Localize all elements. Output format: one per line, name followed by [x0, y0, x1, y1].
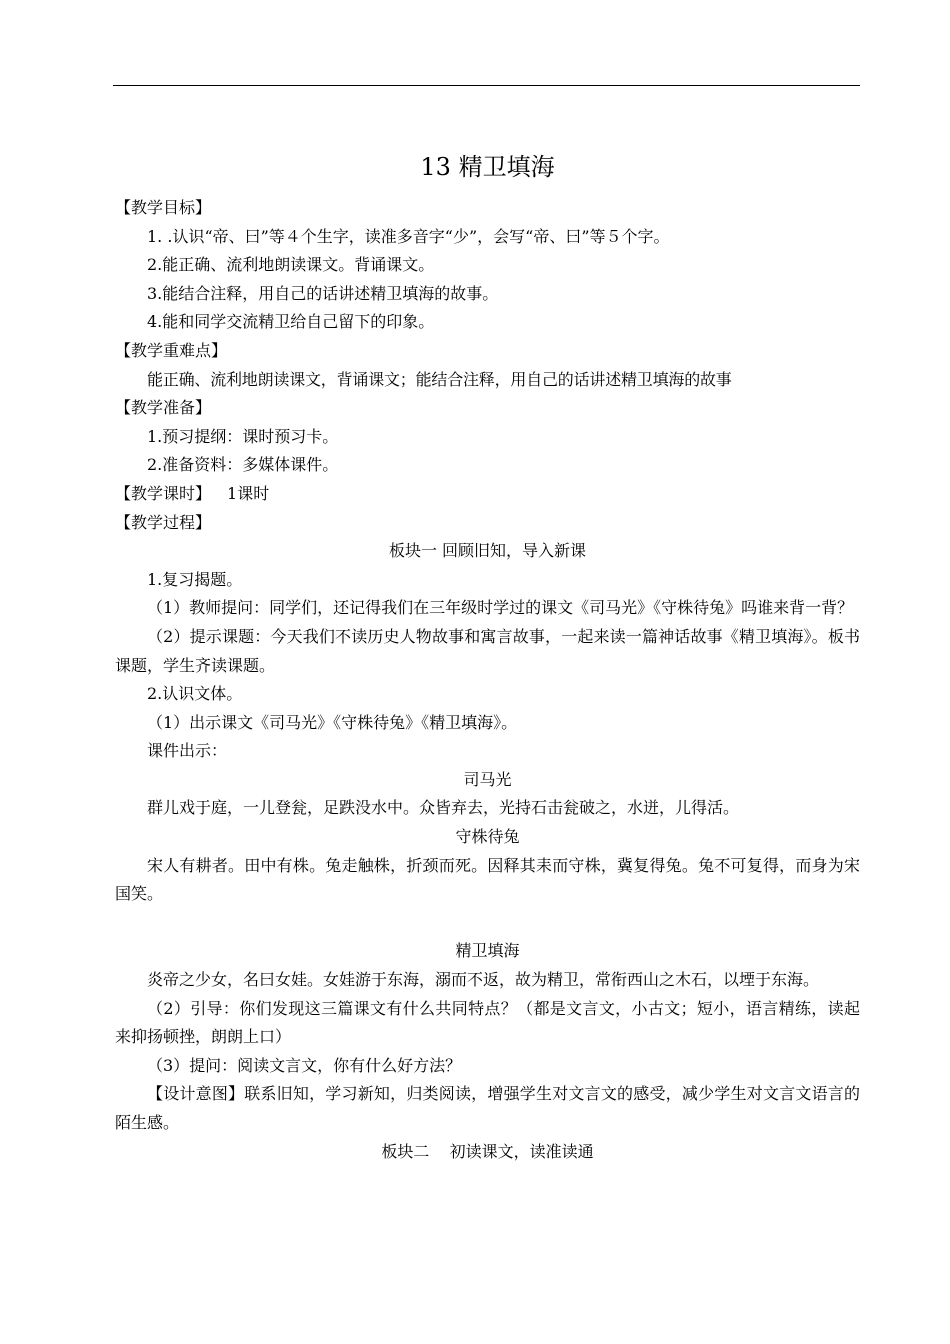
periods-value: 1课时 — [227, 483, 270, 503]
key-points-text: 能正确、流利地朗读课文，背诵课文；能结合注释，用自己的话讲述精卫填海的故事 — [147, 369, 732, 389]
text1-body: 群儿戏于庭，一儿登瓮，足跌没水中。众皆弃去，光持石击瓮破之，水迸，儿得活。 — [147, 798, 740, 818]
periods-heading: 【教学课时】 — [115, 483, 212, 503]
preparation-item-2: 2.准备资料：多媒体课件。 — [147, 455, 339, 475]
text2-title: 守株待兔 — [455, 827, 520, 847]
goal-item-1: 1. .认识“帝、曰”等４个生字，读准多音字“少”，会写“帝、曰”等５个字。 — [147, 226, 670, 246]
preparation-item-1: 1.预习提纲：课时预习卡。 — [147, 426, 339, 446]
key-points-heading: 【教学重难点】 — [115, 340, 228, 360]
courseware-label: 课件出示： — [147, 741, 228, 761]
block1-title: 板块一 回顾旧知，导入新课 — [388, 541, 587, 561]
step2-3: （3）提问：阅读文言文，你有什么好方法？ — [147, 1055, 462, 1075]
page-title: 13 精卫填海 — [420, 153, 555, 181]
step2: 2.认识文体。 — [147, 684, 243, 704]
periods-line — [115, 480, 860, 509]
step1: 1.复习揭题。 — [147, 569, 243, 589]
goal-item-2: 2.能正确、流利地朗读课文。背诵课文。 — [147, 255, 435, 275]
step2-2: （2）引导：你们发现这三篇课文有什么共同特点？（都是文言文，小古文；短小，语言精练，读起来抑扬顿挫，朗朗上口） — [115, 998, 860, 1047]
text3-title: 精卫填海 — [455, 941, 520, 961]
step1-2: （2）提示课题：今天我们不读历史人物故事和寓言故事，一起来读一篇神话故事《精卫填海》。板书课题，学生齐读课题。 — [115, 626, 860, 675]
process-heading: 【教学过程】 — [115, 512, 212, 532]
design-intent: 【设计意图】联系旧知，学习新知，归类阅读，增强学生对文言文的感受，减少学生对文言文语言的陌生感。 — [115, 1084, 860, 1132]
document-body — [115, 150, 860, 1166]
spacer — [115, 909, 860, 938]
preparation-heading: 【教学准备】 — [115, 398, 212, 418]
goal-item-4: 4.能和同学交流精卫给自己留下的印象。 — [147, 312, 435, 332]
header-rule — [113, 85, 860, 86]
goals-heading: 【教学目标】 — [115, 198, 212, 217]
text2-body: 宋人有耕者。田中有株。兔走触株，折颈而死。因释其耒而守株，冀复得兔。兔不可复得，而身为宋国笑。 — [115, 855, 860, 904]
step1-1: （1）教师提问：同学们，还记得我们在三年级时学过的课文《司马光》《守株待兔》吗谁来背一背？ — [147, 598, 854, 618]
goal-item-3: 3.能结合注释，用自己的话讲述精卫填海的故事。 — [147, 283, 499, 303]
text1-title: 司马光 — [463, 769, 512, 789]
text3-body: 炎帝之少女，名曰女娃。女娃游于东海，溺而不返，故为精卫，常衔西山之木石，以堙于东海。 — [147, 970, 820, 990]
step2-1: （1）出示课文《司马光》《守株待兔》《精卫填海》。 — [147, 712, 518, 732]
block2-title: 板块二 初读课文，读准读通 — [381, 1141, 594, 1161]
